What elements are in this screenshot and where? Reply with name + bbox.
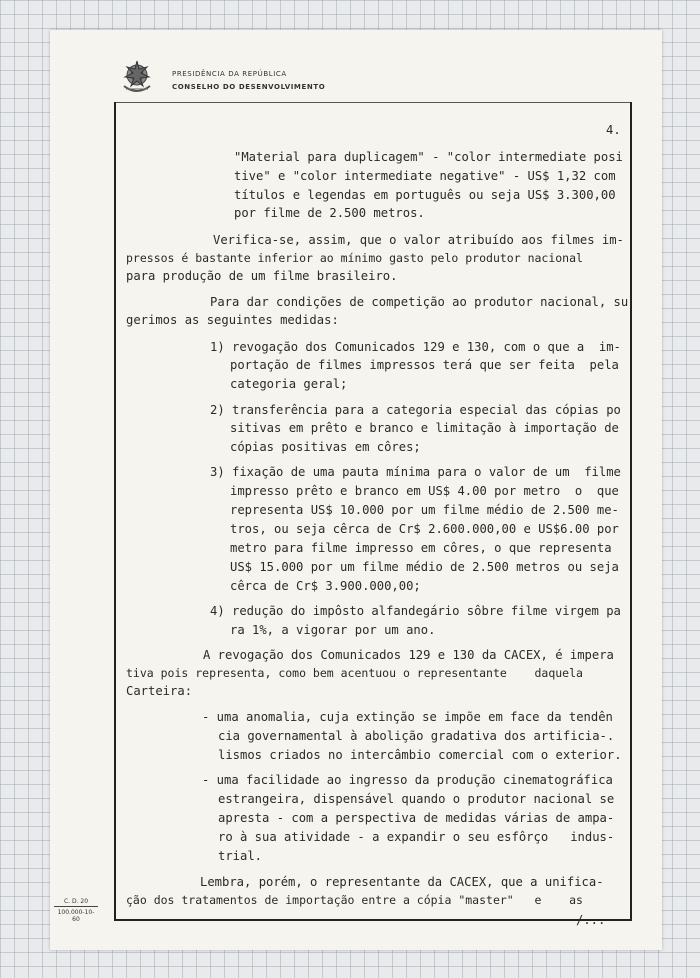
text-line: 1) revogação dos Comunicados 129 e 130, com o que a im- bbox=[210, 340, 621, 354]
text-line: Carteira: bbox=[126, 684, 193, 698]
continuation-mark: /... bbox=[576, 913, 606, 927]
text-line: pressos é bastante inferior ao mínimo gasto pelo produtor nacional bbox=[126, 251, 583, 265]
text-line: 3) fixação de uma pauta mínima para o valor de um filme bbox=[210, 465, 621, 479]
letterhead-council: CONSELHO DO DESENVOLVIMENTO bbox=[172, 83, 326, 91]
letterhead-presidency: PRESIDÊNCIA DA REPÚBLICA bbox=[172, 70, 287, 78]
text-line: por filme de 2.500 metros. bbox=[234, 206, 425, 220]
text-line: gerimos as seguintes medidas: bbox=[126, 313, 339, 327]
text-line: ra 1%, a vigorar por um ano. bbox=[230, 623, 436, 637]
text-line: representa US$ 10.000 por um filme médio de 2.500 me- bbox=[230, 503, 619, 517]
form-code-id: C. D. 20 bbox=[54, 898, 98, 907]
text-line: impresso prêto e branco em US$ 4.00 por metro o que bbox=[230, 484, 619, 498]
coat-of-arms-icon bbox=[116, 56, 158, 98]
page-number: 4. bbox=[606, 123, 621, 137]
text-line: 2) transferência para a categoria especial das cópias po bbox=[210, 403, 621, 417]
text-line: tiva pois representa, como bem acentuou o representante daquela bbox=[126, 666, 583, 680]
text-line: estrangeira, dispensável quando o produtor nacional se bbox=[218, 792, 615, 806]
text-line: tive" e "color intermediate negative" - US$ 1,32 com bbox=[234, 169, 616, 183]
document-page bbox=[50, 30, 662, 950]
text-line: trial. bbox=[218, 849, 263, 863]
text-line: tros, ou seja cêrca de Cr$ 2.600.000,00 e US$6.00 por bbox=[230, 522, 619, 536]
text-line: 4) redução do impôsto alfandegário sôbre filme virgem pa bbox=[210, 604, 621, 618]
text-line: categoria geral; bbox=[230, 377, 348, 391]
text-line: sitivas em prêto e branco e limitação à importação de bbox=[230, 421, 619, 435]
form-code bbox=[54, 898, 98, 923]
text-line: A revogação dos Comunicados 129 e 130 da CACEX, é impera bbox=[203, 648, 614, 662]
text-line: cópias positivas em côres; bbox=[230, 440, 421, 454]
text-line: cia governamental à abolição gradativa dos artificia-. bbox=[218, 729, 615, 743]
text-line: Verifica-se, assim, que o valor atribuído aos filmes im- bbox=[213, 233, 624, 247]
text-line: ro à sua atividade - a expandir o seu esfôrço indus- bbox=[218, 830, 615, 844]
text-line: ção dos tratamentos de importação entre a cópia "master" e as bbox=[126, 893, 583, 907]
text-line: títulos e legendas em português ou seja US$ 3.300,00 bbox=[234, 188, 616, 202]
text-line: cêrca de Cr$ 3.900.000,00; bbox=[230, 579, 421, 593]
text-line: "Material para duplicagem" - "color intermediate posi bbox=[234, 150, 623, 164]
text-line: Para dar condições de competição ao produtor nacional, su bbox=[210, 295, 629, 309]
letterhead bbox=[172, 70, 325, 91]
text-line: para produção de um filme brasileiro. bbox=[126, 269, 398, 283]
text-line: portação de filmes impressos terá que ser feita pela bbox=[230, 358, 619, 372]
text-line: apresta - com a perspectiva de medidas várias de ampa- bbox=[218, 811, 615, 825]
text-line: Lembra, porém, o representante da CACEX, que a unifica- bbox=[200, 875, 604, 889]
text-line: - uma facilidade ao ingresso da produção cinematográfica bbox=[202, 773, 613, 787]
text-line: lismos criados no intercâmbio comercial com o exterior. bbox=[218, 748, 622, 762]
text-line: US$ 15.000 por um filme médio de 2.500 metros ou seja bbox=[230, 560, 619, 574]
text-line: metro para filme impresso em côres, o que representa bbox=[230, 541, 612, 555]
form-code-print-run: 100.000-10-60 bbox=[57, 909, 95, 923]
text-line: - uma anomalia, cuja extinção se impõe em face da tendên bbox=[202, 710, 613, 724]
